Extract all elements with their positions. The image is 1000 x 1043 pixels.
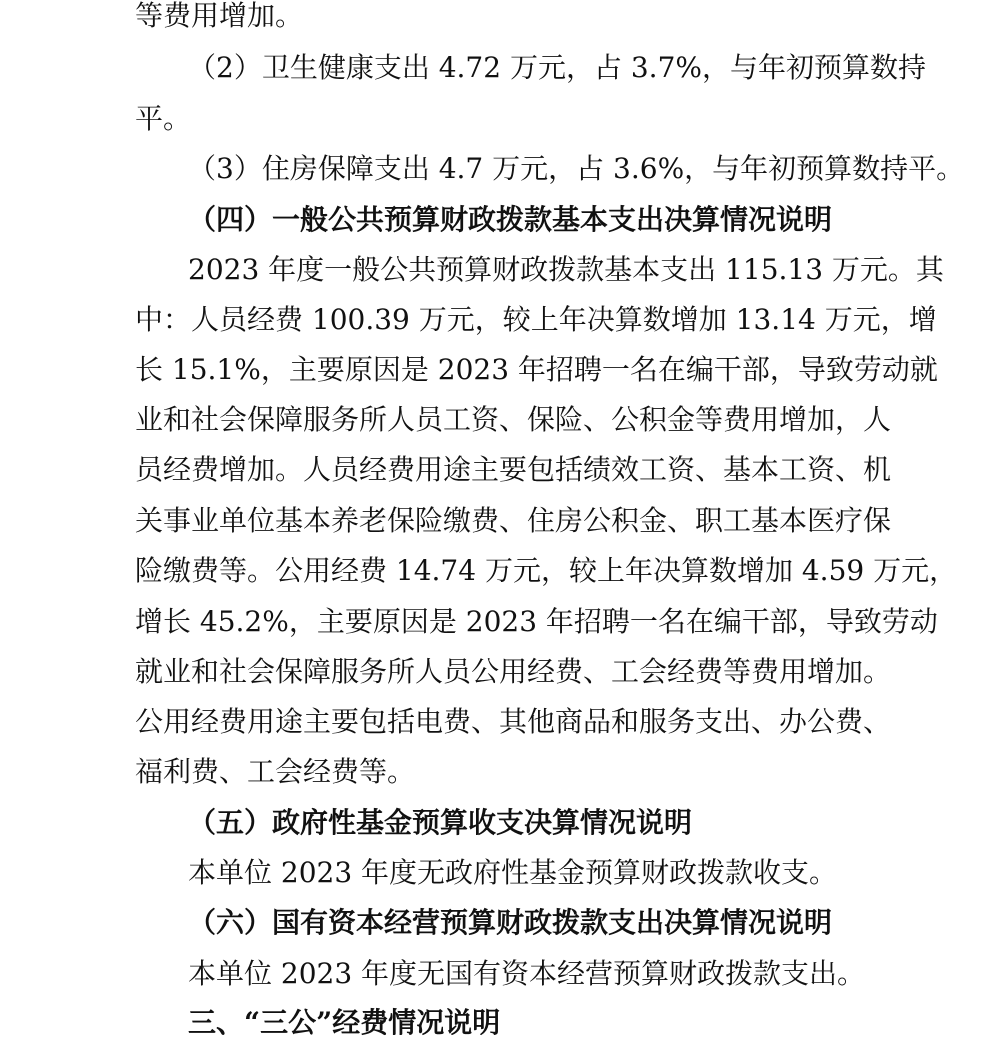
text-line: 等费用增加。 bbox=[135, 0, 304, 32]
text-line: 长 15.1%，主要原因是 2023 年招聘一名在编干部，导致劳动就 bbox=[135, 353, 938, 386]
text-line: （3）住房保障支出 4.7 万元，占 3.6%，与年初预算数持平。 bbox=[188, 152, 965, 185]
text-line: 福利费、工会经费等。 bbox=[135, 755, 416, 788]
text-line: （2）卫生健康支出 4.72 万元，占 3.7%，与年初预算数持 bbox=[188, 51, 926, 84]
text-line: 险缴费等。公用经费 14.74 万元，较上年决算数增加 4.59 万元， bbox=[135, 554, 958, 587]
text-line: 本单位 2023 年度无国有资本经营预算财政拨款支出。 bbox=[188, 957, 866, 990]
text-line: 2023 年度一般公共预算财政拨款基本支出 115.13 万元。其 bbox=[188, 253, 944, 286]
text-line: 就业和社会保障服务所人员公用经费、工会经费等费用增加。 bbox=[135, 655, 892, 688]
text-line: 业和社会保障服务所人员工资、保险、公积金等费用增加，人 bbox=[135, 403, 892, 436]
section-heading: （五）政府性基金预算收支决算情况说明 bbox=[188, 806, 693, 839]
section-heading: 三、“三公”经费情况说明 bbox=[188, 1006, 501, 1039]
text-line: 增长 45.2%，主要原因是 2023 年招聘一名在编干部，导致劳动 bbox=[135, 605, 938, 638]
section-heading: （四）一般公共预算财政拨款基本支出决算情况说明 bbox=[188, 203, 833, 236]
text-line: 员经费增加。人员经费用途主要包括绩效工资、基本工资、机 bbox=[135, 453, 892, 486]
text-line: 平。 bbox=[135, 102, 192, 135]
text-line: 本单位 2023 年度无政府性基金预算财政拨款收支。 bbox=[188, 856, 838, 889]
text-line: 关事业单位基本养老保险缴费、住房公积金、职工基本医疗保 bbox=[135, 504, 892, 537]
text-line: 中：人员经费 100.39 万元，较上年决算数增加 13.14 万元，增 bbox=[135, 303, 937, 336]
section-heading: （六）国有资本经营预算财政拨款支出决算情况说明 bbox=[188, 906, 833, 939]
text-line: 公用经费用途主要包括电费、其他商品和服务支出、办公费、 bbox=[135, 705, 892, 738]
